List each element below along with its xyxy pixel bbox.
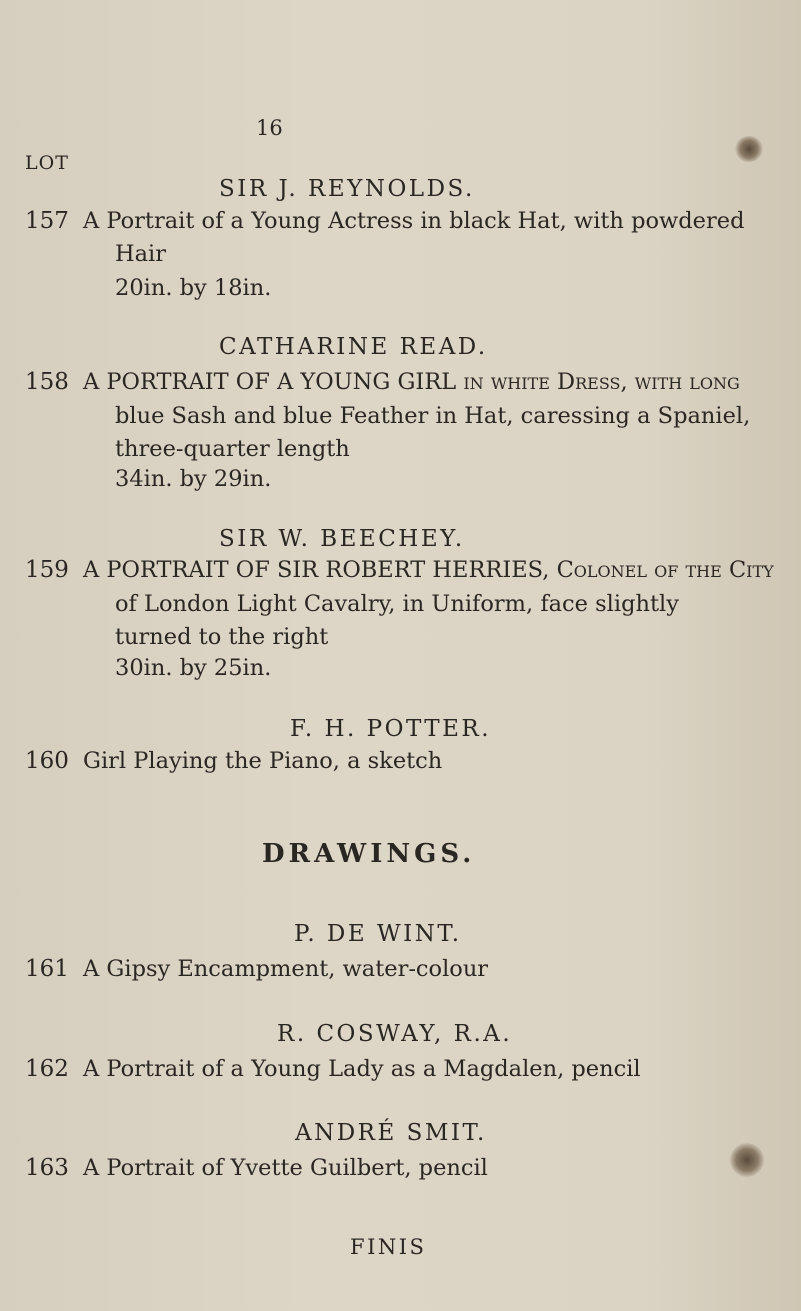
artist-name: R. COSWAY, R.A. (277, 1021, 513, 1047)
lot-number: 157 (25, 208, 69, 234)
lot-number: 158 (25, 369, 69, 395)
paper-stain (735, 136, 763, 162)
artist-name: F. H. POTTER. (290, 716, 492, 742)
lot-description: Girl Playing the Piano, a sketch (83, 748, 443, 774)
lot-description: blue Sash and blue Feather in Hat, caressing a Spaniel, (115, 403, 751, 429)
lot-description: Hair (115, 241, 166, 267)
lot-dimensions: 30in. by 25in. (115, 655, 272, 681)
lot-description: A PORTRAIT OF A YOUNG GIRL in white Dress, with long (83, 369, 740, 395)
lot-dimensions: 20in. by 18in. (115, 275, 272, 301)
lot-description: A Gipsy Encampment, water-colour (83, 956, 489, 982)
artist-name: SIR J. REYNOLDS. (219, 176, 475, 202)
lot-description: A Portrait of Yvette Guilbert, pencil (83, 1155, 488, 1181)
lot-number: 162 (25, 1056, 69, 1082)
paper-stain (730, 1143, 764, 1177)
lot-column-heading: LOT (25, 152, 69, 174)
lot-description: A Portrait of a Young Actress in black Hat, with powdered (83, 208, 745, 234)
artist-name: SIR W. BEECHEY. (219, 526, 465, 552)
page-number: 16 (256, 116, 283, 140)
artist-name: CATHARINE READ. (219, 334, 488, 360)
artist-name: P. DE WINT. (294, 921, 462, 947)
lot-description: of London Light Cavalry, in Uniform, face slightly (115, 591, 679, 617)
lot-description: turned to the right (115, 624, 329, 650)
lot-number: 159 (25, 557, 69, 583)
lot-number: 163 (25, 1155, 69, 1181)
lot-description: A PORTRAIT OF SIR ROBERT HERRIES, Colonel of the City (83, 557, 774, 583)
lot-dimensions: 34in. by 29in. (115, 466, 272, 492)
lot-description: A Portrait of a Young Lady as a Magdalen, pencil (83, 1056, 641, 1082)
finis-mark: FINIS (350, 1235, 427, 1259)
lot-number: 161 (25, 956, 69, 982)
lot-number: 160 (25, 748, 69, 774)
lot-description: three-quarter length (115, 436, 350, 462)
section-heading: DRAWINGS. (262, 839, 476, 869)
artist-name: ANDRÉ SMIT. (295, 1120, 487, 1146)
